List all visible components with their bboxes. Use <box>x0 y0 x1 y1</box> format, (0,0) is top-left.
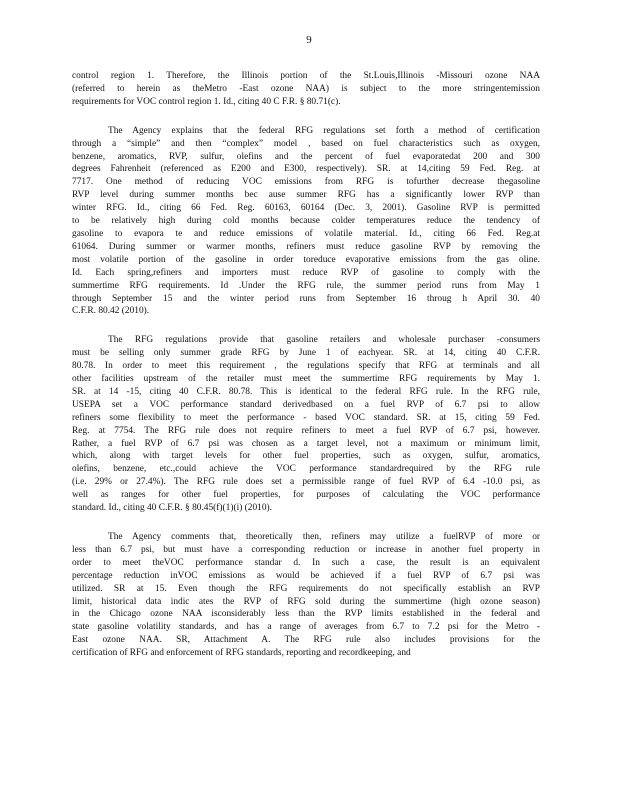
text-line: less than 6.7 psi, but must have a corresponding reduction or increase in another fuel property in <box>72 544 540 555</box>
text-line: Rather, a fuel RVP of 6.7 psi was chosen as a target level, not a maximum or minimum limit, <box>72 438 540 449</box>
text-line: in the Chicago ozone NAA isconsiderably less than the RVP limits established in the federal and <box>72 609 540 620</box>
text-line: degrees Fahrenheit (referenced as E200 and E300, respectively). SR. at 14,citing 59 Fed. Reg. at <box>72 164 540 175</box>
text-line: must be selling only summer grade RFG by June 1 of eachyear. SR. at 14, citing 40 C.F.R. <box>72 348 540 359</box>
text-line: order to meet theVOC performance standar d. In such a case, the result is an equivalent <box>72 557 540 568</box>
text-line: 61064. During summer or warmer months, refiners must reduce gasoline RVP by removing the <box>72 241 540 252</box>
text-line: utilized. SR at 15. Even though the RFG requirements do not specifically establish an RVP <box>72 583 540 594</box>
text-line: RVP level during summer months bec ause summer RFG has a significantly lower RVP than <box>72 190 540 201</box>
paragraph <box>72 531 540 660</box>
text-line: standard. Id., citing 40 C.F.R. § 80.45(f)(1)(i) (2010). <box>72 503 272 514</box>
paragraph <box>72 70 540 109</box>
text-line: state gasoline volatility standards, and has a range of averages from 6.7 to 7.2 psi for the Metro - <box>72 622 540 633</box>
text-line: which, along with target levels for other fuel properties, such as oxygen, sulfur, aromatics, <box>72 451 540 462</box>
text-line: benzene, aromatics, RVP, sulfur, olefins and the percent of fuel evaporatedat 200 and 300 <box>72 151 540 162</box>
text-line: olefins, benzene, etc.,could achieve the VOC performance standardrequired by the RFG rule <box>72 464 540 475</box>
paragraph-gap <box>72 515 540 531</box>
text-line: control region 1. Therefore, the Illinois portion of the St.Louis,Illinois -Missouri ozone NAA <box>72 71 540 81</box>
text-line: The Agency comments that, theoretically then, refiners may utilize a fuelRVP of more or <box>108 532 540 542</box>
page-number: 9 <box>306 34 312 46</box>
paragraph-gap <box>72 109 540 125</box>
text-line: East ozone NAA. SR, Attachment A. The RFG rule also includes provisions for the <box>72 635 540 646</box>
text-line: summertime RFG requirements. Id .Under the RFG rule, the summer period runs from May 1 <box>72 280 540 291</box>
document-body <box>72 70 540 660</box>
paragraph-gap <box>72 318 540 334</box>
text-line: refiners some flexibility to meet the performance - based VOC standard. SR. at 15, citing 59 Fed. <box>72 412 540 423</box>
text-line: (referred to herein as theMetro -East ozone NAA) is subject to the more stringentemission <box>72 83 540 94</box>
text-line: 7717. One method of reducing VOC emissions from RFG is tofurther decrease thegasoline <box>72 177 540 188</box>
text-line: through a “simple” and then “complex” model , based on fuel characteristics such as oxygen, <box>72 138 540 149</box>
text-line: C.F.R. 80.42 (2010). <box>72 306 150 317</box>
text-line: most volatile portion of the gasoline in order toreduce evaporative emissions from the gas oline. <box>72 254 540 265</box>
text-line: The Agency explains that the federal RFG regulations set forth a method of certification <box>108 125 540 136</box>
text-line: Reg. at 7754. The RFG rule does not require refiners to meet a fuel RVP of 6.7 psi, however. <box>72 425 540 436</box>
text-line: limit, historical data indic ates the RVP of RFG sold during the summertime (high ozone season) <box>72 596 540 607</box>
text-line: other facilities upstream of the retailer must meet the summertime RFG requirements by May 1. <box>72 374 540 385</box>
text-line: winter RFG. Id., citing 66 Fed. Reg. 60163, 60164 (Dec. 3, 2001). Gasoline RVP is permitted <box>72 203 540 214</box>
paragraph <box>72 125 540 319</box>
text-line: gasoline to evapora te and reduce emissions of volatile material. Id., citing 66 Fed. Reg.at <box>72 228 540 239</box>
text-line: Id. Each spring,refiners and importers must reduce RVP of gasoline to comply with the <box>72 267 540 278</box>
text-line: The RFG regulations provide that gasoline retailers and wholesale purchaser -consumers <box>108 335 540 346</box>
text-line: SR. at 14 -15, citing 40 C.F.R. 80.78. This is identical to the federal RFG rule. In the RFG rule, <box>72 386 540 397</box>
paragraph <box>72 334 540 515</box>
text-line: (i.e. 29% or 27.4%). The RFG rule does set a permissible range of fuel RVP of 6.4 -10.0 psi, as <box>72 477 540 488</box>
text-line: USEPA set a VOC performance standard derivedbased on a fuel RVP of 6.7 psi to allow <box>72 399 540 410</box>
text-line: 80.78. In order to meet this requirement , the regulations specify that RFG at terminals and all <box>72 361 540 372</box>
text-line: percentage reduction inVOC emissions as would be achieved if a fuel RVP of 6.7 psi was <box>72 570 540 581</box>
text-line: through September 15 and the winter period runs from September 16 throug h April 30. 40 <box>72 293 540 304</box>
text-line: well as ranges for other fuel properties, for purposes of calculating the VOC performance <box>72 490 540 501</box>
text-line: certification of RFG and enforcement of RFG standards, reporting and recordkeeping, and <box>72 648 411 659</box>
text-line: to be relatively high during cold months because colder temperatures reduce the tendency of <box>72 216 540 227</box>
text-line: requirements for VOC control region 1. Id., citing 40 C F.R. § 80.71(c). <box>72 96 341 107</box>
